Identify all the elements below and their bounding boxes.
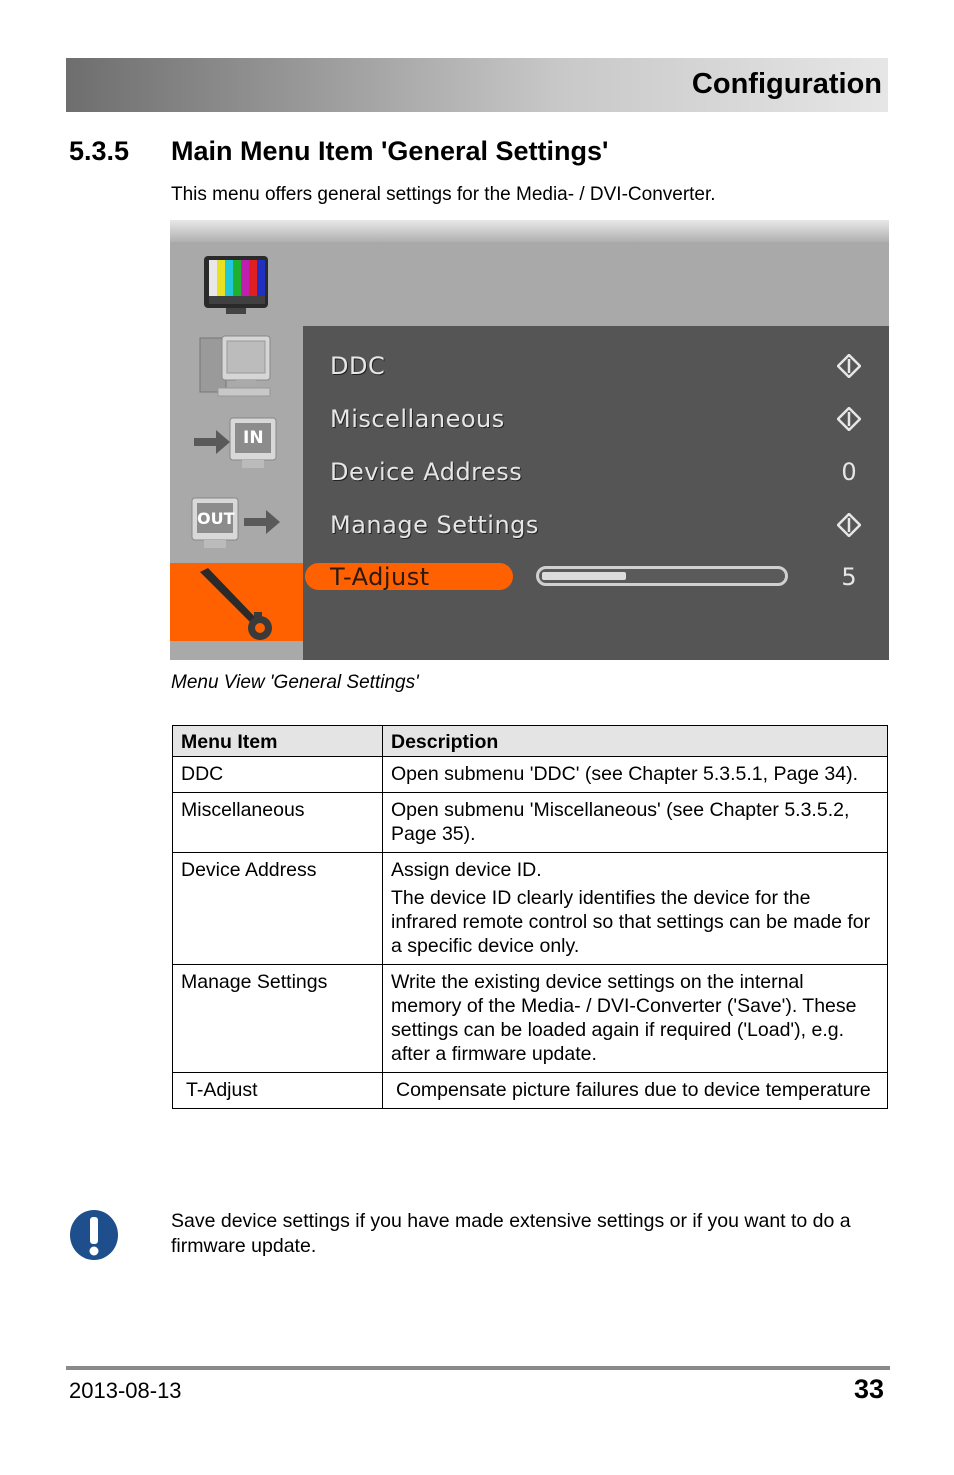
table-header-row: [173, 726, 888, 757]
menu-view-screenshot: [170, 220, 889, 660]
footer-date: 2013-08-13: [69, 1378, 182, 1403]
table-cell-item: DDC: [173, 757, 383, 793]
note-text: Save device settings if you have made extensive settings or if you want to do a firmware update.: [171, 1210, 851, 1257]
t-adjust-slider[interactable]: [536, 566, 788, 586]
chapter-title: Configuration: [691, 68, 882, 100]
menu-panel: [303, 326, 889, 660]
column-header-menu-item: Menu Item: [173, 726, 383, 757]
description-text: Open submenu 'DDC' (see Chapter 5.3.5.1, Page 34).: [391, 763, 859, 785]
table-cell-description: [383, 853, 888, 965]
table-cell-item: Device Address: [173, 853, 383, 965]
column-header-description: Description: [383, 726, 888, 757]
table-cell-description: [383, 757, 888, 793]
exclamation-icon: [69, 1209, 119, 1261]
table-cell-item: T-Adjust: [173, 1073, 383, 1109]
output-icon-label: OUT: [197, 509, 235, 528]
menu-item-device-address[interactable]: Device Address: [330, 458, 523, 486]
table-cell-description: [383, 965, 888, 1073]
menu-top-bar: [170, 220, 889, 242]
wrench-icon: [194, 566, 280, 642]
menu-item-manage-settings[interactable]: Manage Settings: [330, 511, 539, 539]
description-text: Write the existing device settings on the internal memory of the Media- / DVI-Converter ('Save'). These settings can be loaded again if required ('Load'), e.g. after a firmware update.: [391, 971, 857, 1065]
section-title: Main Menu Item 'General Settings': [171, 136, 609, 166]
section-number: 5.3.5: [69, 136, 130, 166]
footer-divider: [66, 1366, 890, 1370]
table-row: [173, 757, 888, 793]
page-number: 33: [853, 1374, 884, 1404]
submenu-diamond-icon: [837, 407, 861, 431]
table-cell-item: Manage Settings: [173, 965, 383, 1073]
description-text: Open submenu 'Miscellaneous' (see Chapter 5.3.5.2, Page 35).: [391, 799, 850, 845]
description-text: Compensate picture failures due to device temperature: [396, 1079, 871, 1101]
input-icon: [190, 414, 280, 474]
description-text: Assign device ID.: [391, 859, 542, 881]
device-address-value: 0: [841, 458, 857, 486]
table-cell-description: [383, 1073, 888, 1109]
table-cell-item: Miscellaneous: [173, 793, 383, 853]
t-adjust-value: 5: [841, 563, 857, 591]
menu-item-t-adjust[interactable]: T-Adjust: [330, 563, 430, 591]
table-row: [173, 965, 888, 1073]
submenu-diamond-icon: [837, 513, 861, 537]
input-icon-label: IN: [243, 428, 264, 448]
submenu-diamond-icon: [837, 354, 861, 378]
table-row: [173, 853, 888, 965]
menu-items-table: [172, 725, 888, 1109]
menu-item-ddc[interactable]: DDC: [330, 352, 386, 380]
computer-icon: [196, 332, 276, 398]
menu-item-miscellaneous[interactable]: Miscellaneous: [330, 405, 505, 433]
description-text: The device ID clearly identifies the device for the infrared remote control so that settings can be made for a specific device only.: [391, 887, 871, 957]
test-pattern-monitor-icon: [202, 254, 272, 316]
table-row: [173, 1073, 888, 1109]
table-row: [173, 793, 888, 853]
table-cell-description: [383, 793, 888, 853]
t-adjust-slider-fill: [542, 572, 626, 580]
header-bar: [66, 58, 888, 112]
section-heading: [69, 136, 608, 167]
intro-text: This menu offers general settings for the Media- / DVI-Converter.: [171, 184, 716, 205]
figure-caption: Menu View 'General Settings': [171, 672, 419, 693]
